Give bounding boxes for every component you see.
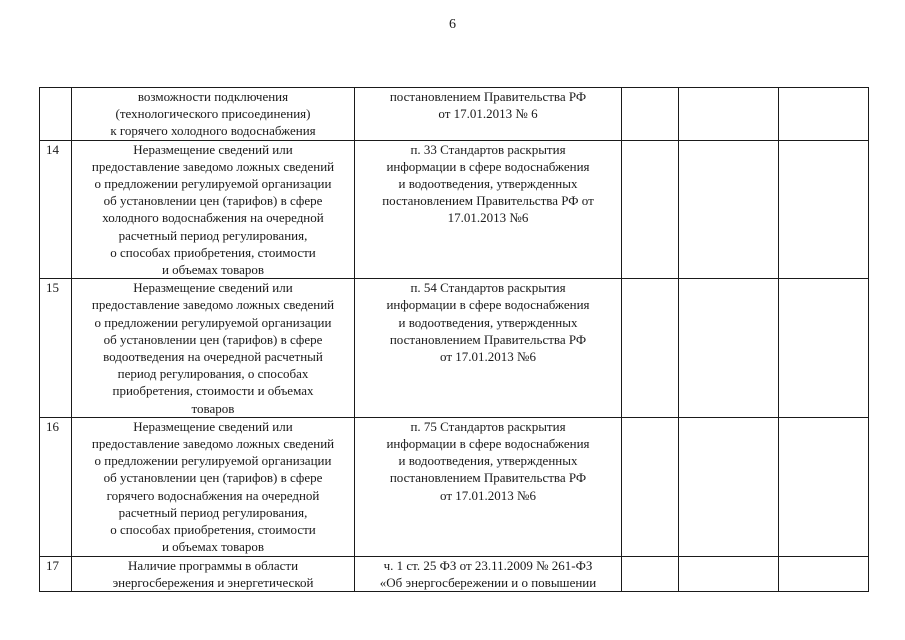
empty-cell [679, 417, 779, 556]
text-line: холодного водоснабжения на очередной [102, 210, 324, 226]
row-number: 14 [40, 140, 72, 279]
text-line: ч. 1 ст. 25 ФЗ от 23.11.2009 № 261-ФЗ [383, 557, 593, 573]
empty-cell [679, 140, 779, 279]
requirement-description [72, 88, 355, 141]
text-line: к горячего холодного водоснабжения [110, 123, 316, 139]
text-line: постановлением Правительства РФ [389, 331, 587, 347]
table-row [40, 88, 869, 141]
text-line: водоотведения на очередной расчетный [103, 349, 323, 365]
legal-reference [355, 279, 622, 418]
requirement-description [72, 417, 355, 556]
text-line: приобретения, стоимости и объемах [112, 383, 314, 399]
text-line: и водоотведения, утвержденных [398, 314, 578, 330]
row-number [40, 88, 72, 141]
text-line: и водоотведения, утвержденных [398, 453, 578, 469]
text-line: информации в сфере водоснабжения [386, 436, 590, 452]
text-line: Неразмещение сведений или [133, 141, 293, 157]
text-line: период регулирования, о способах [117, 366, 309, 382]
text-line: об установлении цен (тарифов) в сфере [103, 470, 323, 486]
text-line: об установлении цен (тарифов) в сфере [103, 331, 323, 347]
legal-reference [355, 417, 622, 556]
text-line: (технологического присоединения) [115, 106, 311, 122]
row-number: 17 [40, 556, 72, 591]
text-line: Наличие программы в области [127, 557, 299, 573]
empty-cell [622, 417, 679, 556]
text-line: и объемах товаров [161, 262, 265, 278]
empty-cell [779, 88, 869, 141]
empty-cell [622, 88, 679, 141]
text-line: горячего водоснабжения на очередной [106, 487, 320, 503]
text-line: п. 54 Стандартов раскрытия [410, 280, 566, 296]
text-line: предоставление заведомо ложных сведений [91, 158, 335, 174]
text-line: энергосбережения и энергетической [112, 575, 314, 591]
text-line: расчетный период регулирования, [118, 504, 308, 520]
empty-cell [779, 417, 869, 556]
empty-cell [622, 556, 679, 591]
empty-cell [622, 140, 679, 279]
text-line: п. 75 Стандартов раскрытия [410, 418, 566, 434]
text-line: информации в сфере водоснабжения [386, 297, 590, 313]
table-row [40, 556, 869, 591]
legal-reference [355, 140, 622, 279]
legal-reference [355, 88, 622, 141]
row-number: 16 [40, 417, 72, 556]
empty-cell [779, 140, 869, 279]
table-row [40, 140, 869, 279]
text-line: п. 33 Стандартов раскрытия [410, 141, 566, 157]
empty-cell [779, 279, 869, 418]
text-line: об установлении цен (тарифов) в сфере [103, 193, 323, 209]
text-line: о предложении регулируемой организации [94, 453, 332, 469]
text-line: от 17.01.2013 №6 [440, 487, 536, 503]
legal-reference [355, 556, 622, 591]
text-line: Неразмещение сведений или [133, 280, 293, 296]
text-line: возможности подключения [137, 89, 289, 104]
text-line: предоставление заведомо ложных сведений [91, 436, 335, 452]
text-line: 17.01.2013 №6 [447, 210, 529, 226]
requirements-table [39, 87, 869, 592]
empty-cell [779, 556, 869, 591]
table-row [40, 279, 869, 418]
empty-cell [679, 556, 779, 591]
empty-cell [679, 279, 779, 418]
text-line: от 17.01.2013 №6 [440, 349, 536, 365]
page-number: 6 [449, 17, 456, 32]
text-line: и водоотведения, утвержденных [398, 176, 578, 192]
text-line: Неразмещение сведений или [133, 418, 293, 434]
empty-cell [622, 279, 679, 418]
row-number: 15 [40, 279, 72, 418]
text-line: от 17.01.2013 № 6 [438, 106, 538, 122]
requirement-description [72, 556, 355, 591]
text-line: товаров [191, 400, 235, 416]
requirement-description [72, 279, 355, 418]
requirement-description [72, 140, 355, 279]
text-line: о предложении регулируемой организации [94, 176, 332, 192]
text-line: и объемах товаров [161, 539, 265, 555]
text-line: расчетный период регулирования, [118, 227, 308, 243]
text-line: о способах приобретения, стоимости [110, 244, 316, 260]
text-line: постановлением Правительства РФ [389, 89, 587, 104]
empty-cell [679, 88, 779, 141]
text-line: постановлением Правительства РФ [389, 470, 587, 486]
text-line: о способах приобретения, стоимости [110, 522, 316, 538]
text-line: о предложении регулируемой организации [94, 314, 332, 330]
text-line: информации в сфере водоснабжения [386, 158, 590, 174]
text-line: предоставление заведомо ложных сведений [91, 297, 335, 313]
table-row [40, 417, 869, 556]
text-line: постановлением Правительства РФ от [382, 193, 594, 209]
text-line: «Об энергосбережении и о повышении [379, 575, 597, 591]
